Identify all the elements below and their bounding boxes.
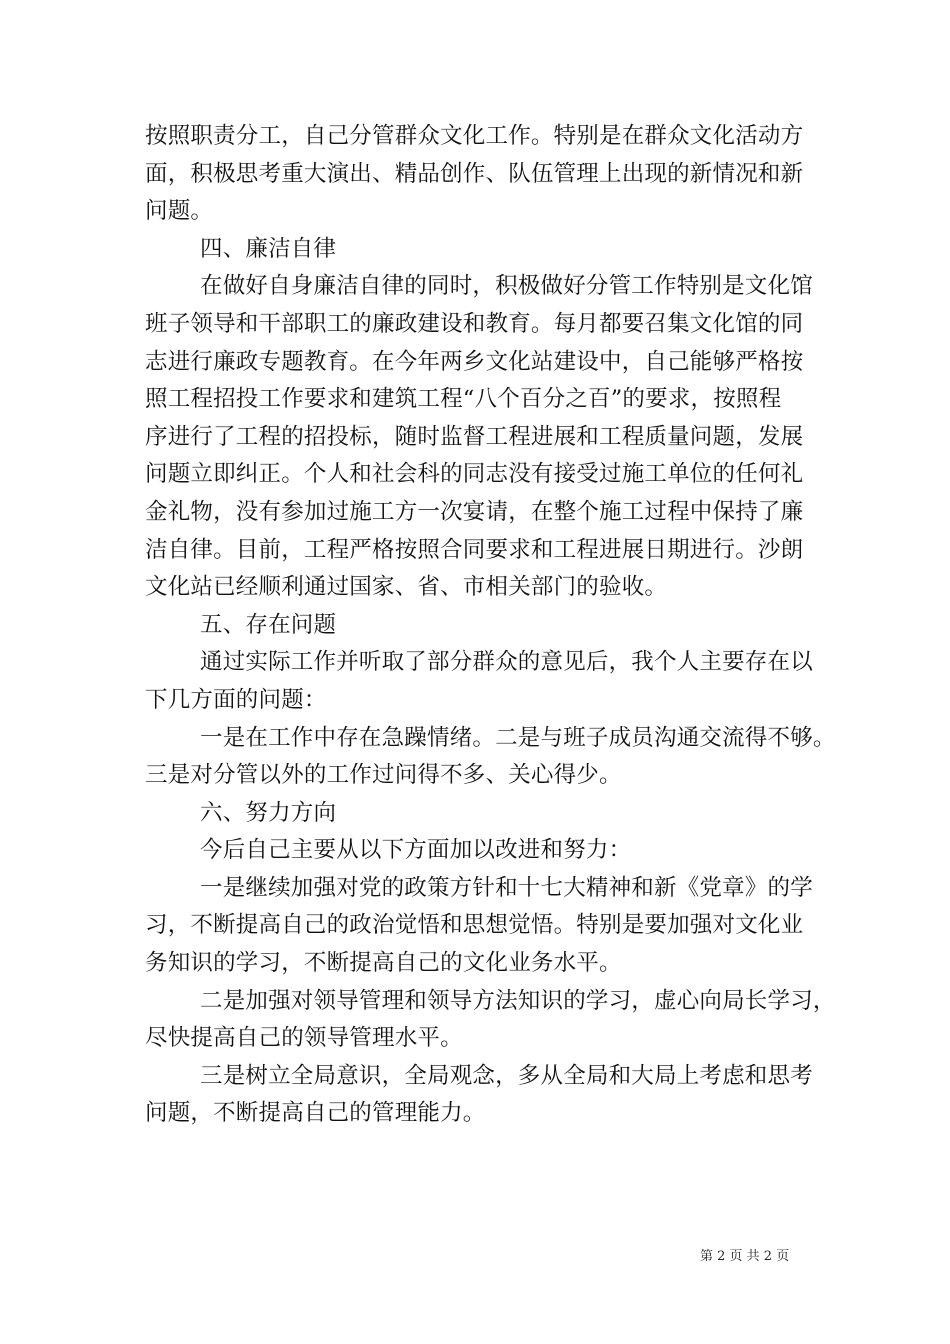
text-line: 按照职责分工，自己分管群众文化工作。特别是在群众文化活动方 <box>145 123 804 149</box>
text-line: 洁自律。目前，工程严格按照合同要求和工程进展日期进行。沙朗 <box>145 536 804 563</box>
text-line: 尽快提高自己的领导管理水平。 <box>145 1025 463 1052</box>
section-heading: 五、存在问题 <box>200 611 337 638</box>
text-line: 面，积极思考重大演出、精品创作、队伍管理上出现的新情况和新 <box>145 160 804 187</box>
text-line: 问题，不断提高自己的管理能力。 <box>145 1100 486 1127</box>
text-line: 金礼物，没有参加过施工方一次宴请，在整个施工过程中保持了廉 <box>145 498 804 525</box>
text-line: 班子领导和干部职工的廉政建设和教育。每月都要召集文化馆的同 <box>145 310 804 337</box>
text-line: 问题立即纠正。个人和社会科的同志没有接受过施工单位的任何礼 <box>145 461 804 488</box>
text-line: 照工程招投工作要求和建筑工程“八个百分之百”的要求，按照程 <box>145 386 782 413</box>
text-line: 三是对分管以外的工作过问得不多、关心得少。 <box>145 762 622 789</box>
paragraph-first-line: 三是树立全局意识，全局观念，多从全局和大局上考虑和思考 <box>200 1062 813 1089</box>
paragraph-first-line: 今后自己主要从以下方面加以改进和努力： <box>200 837 632 864</box>
section-heading: 四、廉洁自律 <box>200 235 337 262</box>
text-line: 务知识的学习，不断提高自己的文化业务水平。 <box>145 950 622 977</box>
text-line: 下几方面的问题： <box>145 686 327 713</box>
paragraph-first-line: 通过实际工作并听取了部分群众的意见后，我个人主要存在以 <box>200 649 813 676</box>
document-body <box>145 118 836 1133</box>
page-number: 第 2 页 共 2 页 <box>700 1249 790 1264</box>
text-line: 文化站已经顺利通过国家、省、市相关部门的验收。 <box>145 574 668 601</box>
paragraph-first-line: 一是继续加强对党的政策方针和十七大精神和新《党章》的学 <box>200 874 813 901</box>
text-line: 习，不断提高自己的政治觉悟和思想觉悟。特别是要加强对文化业 <box>145 912 804 939</box>
paragraph-first-line: 一是在工作中存在急躁情绪。二是与班子成员沟通交流得不够。 <box>200 724 836 751</box>
text-line: 问题。 <box>145 198 214 225</box>
section-heading: 六、努力方向 <box>200 799 337 826</box>
text-line: 序进行了工程的招投标，随时监督工程进展和工程质量问题，发展 <box>145 423 804 450</box>
paragraph-first-line: 在做好自身廉洁自律的同时，积极做好分管工作特别是文化馆 <box>200 273 813 300</box>
text-line: 志进行廉政专题教育。在今年两乡文化站建设中，自己能够严格按 <box>145 348 804 375</box>
paragraph-first-line: 二是加强对领导管理和领导方法知识的学习，虚心向局长学习， <box>200 987 836 1014</box>
